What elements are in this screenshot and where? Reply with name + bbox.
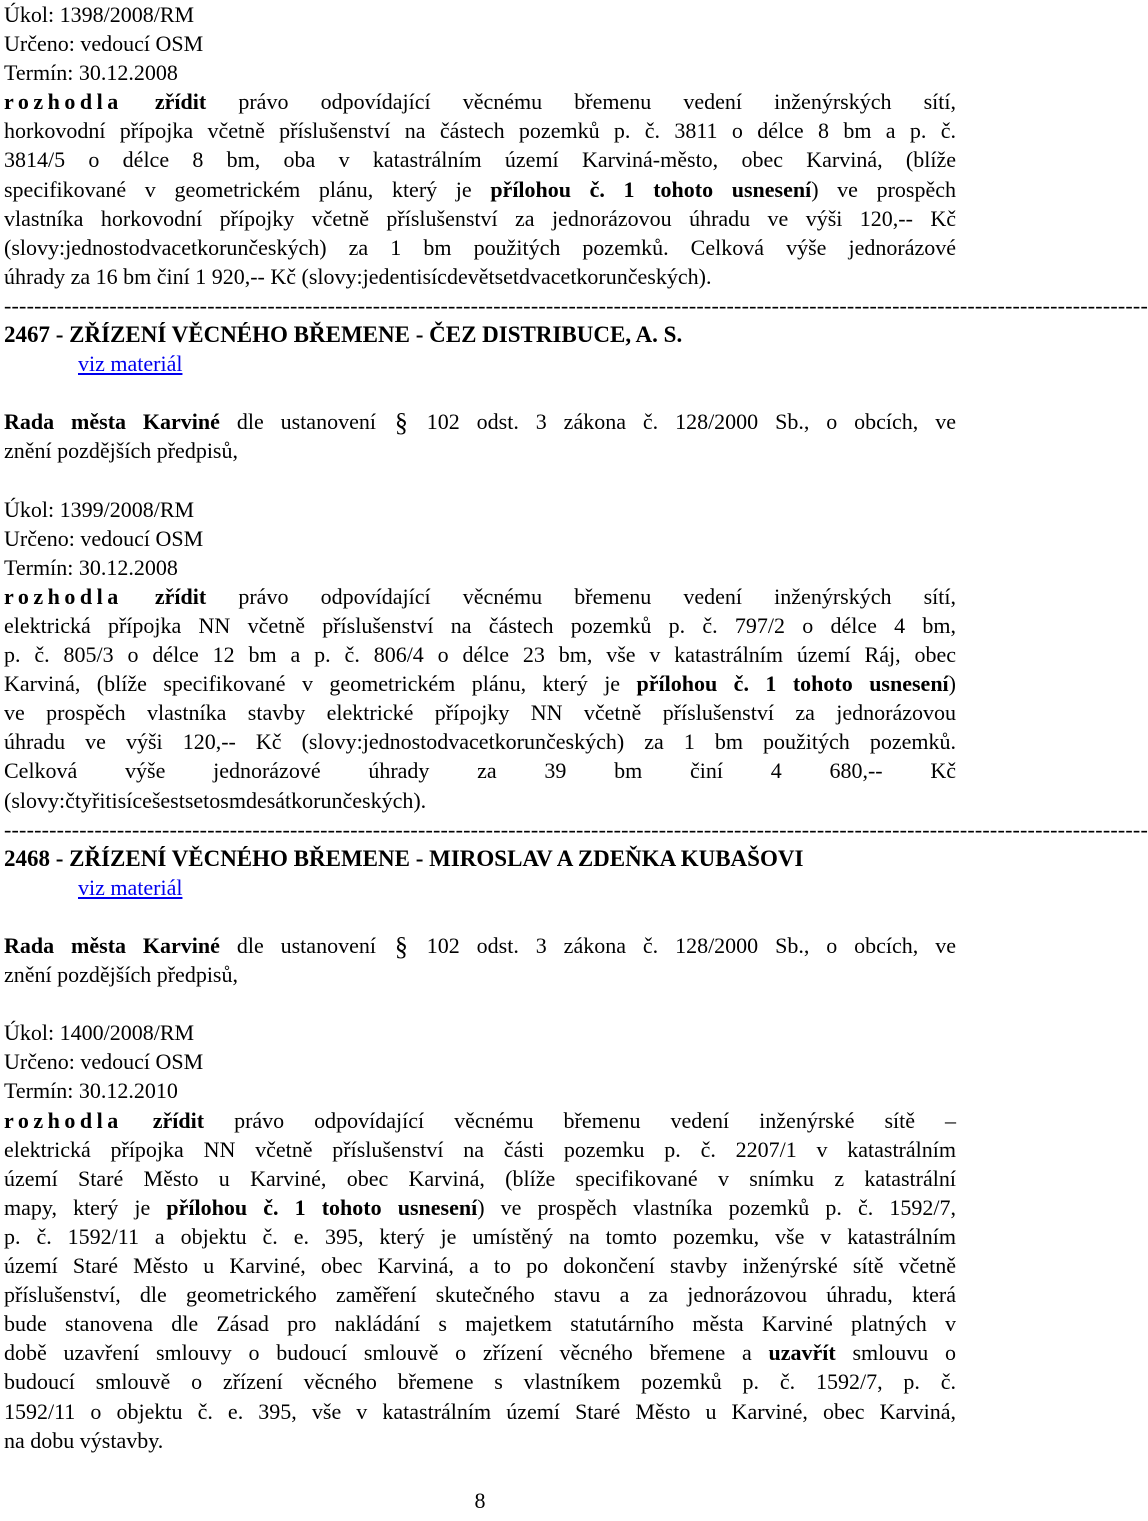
assigned-line: Určeno: vedoucí OSM xyxy=(4,525,204,551)
page-number: 8 xyxy=(474,1488,486,1513)
resolution-text-line: elektrická přípojka NN včetně příslušenství na části pozemku p. č. 2207/1 v katastrálním xyxy=(4,1136,956,1162)
text-fragment: právo odpovídající věcnému břemenu vedení inženýrské sítě – xyxy=(234,1107,957,1133)
resolution-text-line xyxy=(4,669,956,698)
resolution-text-line: horkovodní přípojka včetně příslušenství na částech pozemků p. č. 3811 o délce 8 bm a p. č. xyxy=(4,118,956,144)
attachment-reference: přílohou č. 1 tohoto usnesení xyxy=(636,671,949,697)
section-sign: § xyxy=(394,408,408,438)
text-fragment: 102 odst. 3 zákona č. 128/2000 Sb., o obcích, ve xyxy=(409,933,956,958)
resolution-text-line xyxy=(4,175,956,204)
spacer xyxy=(4,989,956,1018)
council-name: Rada města Karviné xyxy=(4,409,220,435)
deadline-line: Termín: 30.12.2010 xyxy=(4,1078,178,1104)
resolution-text-line: budoucí smlouvě o zřízení věcného břemene s vlastníkem pozemků p. č. 1592/7, p. č. xyxy=(4,1369,956,1395)
council-line: znění pozdějších předpisů, xyxy=(4,438,238,464)
decides-label: rozhodla xyxy=(4,89,123,115)
council-line: znění pozdějších předpisů, xyxy=(4,962,238,988)
council-name: Rada města Karviné xyxy=(4,933,220,958)
assigned-line: Určeno: vedoucí OSM xyxy=(4,1049,204,1075)
conclude-verb: uzavřít xyxy=(768,1340,836,1366)
resolution-text-line: (slovy:čtyřitisícešestsetosmdesátkorunčeských). xyxy=(4,787,427,813)
separator-line: -------------------------------------------------------------------------------------------------------------------------------------------------------- xyxy=(4,292,1148,318)
text-fragment: době uzavření smlouvy o budoucí smlouvě o zřízení věcného břemene a xyxy=(4,1340,769,1366)
text-fragment: smlouvu o xyxy=(835,1340,956,1366)
attachment-reference: přílohou č. 1 tohoto usnesení xyxy=(490,176,812,202)
resolution-text-line: elektrická přípojka NN včetně příslušenství na částech pozemků p. č. 797/2 o délce 4 bm, xyxy=(4,612,956,638)
resolution-text-line: (slovy:jednostodvacetkorunčeských) za 1 bm použitých pozemků. Celková výše jednorázové xyxy=(4,234,956,260)
resolution-text-line xyxy=(4,1106,956,1135)
council-line xyxy=(4,931,956,960)
attachment-reference: přílohou č. 1 tohoto usnesení xyxy=(166,1194,478,1220)
resolution-text-line: úhradu ve výši 120,-- Kč (slovy:jednostodvacetkorunčeských) za 1 bm použitých pozemků. xyxy=(4,729,956,755)
text-fragment: dle ustanovení xyxy=(219,409,393,435)
material-link[interactable]: viz materiál xyxy=(78,351,183,377)
council-line xyxy=(4,407,956,436)
task-line: Úkol: 1398/2008/RM xyxy=(4,2,195,27)
item-heading: 2468 - ZŘÍZENÍ VĚCNÉHO BŘEMENE - MIROSLAV A ZDEŇKA KUBAŠOVI xyxy=(4,845,804,871)
resolution-1398 xyxy=(4,0,956,291)
resolution-verb: zřídit xyxy=(152,1107,205,1133)
text-fragment: právo odpovídající věcnému břemenu vedení inženýrských sítí, xyxy=(238,583,957,609)
separator-line: -------------------------------------------------------------------------------------------------------------------------------------------------------- xyxy=(4,816,1148,842)
text-fragment: ) xyxy=(948,671,956,697)
resolution-text-line: 1592/11 o objektu č. e. 395, vše v katastrálním území Staré Město u Karviné, obec Karviná, xyxy=(4,1398,956,1424)
assigned-line: Určeno: vedoucí OSM xyxy=(4,31,204,57)
text-fragment: ) ve prospěch xyxy=(811,176,956,202)
resolution-text-line: p. č. 1592/11 a objektu č. e. 395, který je umístěný na tomto pozemku, vše v katastrálním xyxy=(4,1223,956,1249)
spacer xyxy=(4,378,956,407)
resolution-text-line: p. č. 805/3 o délce 12 bm a p. č. 806/4 o délce 23 bm, vše v katastrálním území Ráj, obec xyxy=(4,642,956,668)
section-sign: § xyxy=(394,932,408,961)
document-page xyxy=(4,0,1148,1513)
resolution-verb: zřídit xyxy=(154,89,207,115)
resolution-verb: zřídit xyxy=(154,583,207,609)
agenda-item-2468 xyxy=(4,844,956,1455)
text-fragment: právo odpovídající věcnému břemenu vedení inženýrských sítí, xyxy=(238,89,957,115)
decides-label: rozhodla xyxy=(4,1107,123,1133)
resolution-text-line xyxy=(4,1338,956,1367)
resolution-text-line xyxy=(4,1193,956,1222)
material-link[interactable]: viz materiál xyxy=(78,874,183,900)
resolution-text-line xyxy=(4,582,956,611)
spacer xyxy=(4,902,956,931)
resolution-text-line: úhrady za 16 bm činí 1 920,-- Kč (slovy:jedentisícdevětsetdvacetkorunčeských). xyxy=(4,263,712,289)
text-fragment: specifikované v geometrickém plánu, který je xyxy=(4,176,491,202)
resolution-text-line: území Staré Město u Karviné, obec Karviná, (blíže specifikované v snímku z katastrální xyxy=(4,1165,956,1191)
spacer xyxy=(4,466,956,495)
resolution-text-line xyxy=(4,87,956,116)
decides-label: rozhodla xyxy=(4,583,123,609)
deadline-line: Termín: 30.12.2008 xyxy=(4,60,178,86)
agenda-item-2467 xyxy=(4,320,956,815)
deadline-line: Termín: 30.12.2008 xyxy=(4,554,178,580)
resolution-text-line: bude stanovena dle Zásad pro nakládání s majetkem statutárního města Karviné platných v xyxy=(4,1311,956,1337)
text-fragment: ) ve prospěch vlastníka pozemků p. č. 1592/7, xyxy=(477,1194,956,1220)
resolution-text-line: 3814/5 o délce 8 bm, oba v katastrálním území Karviná-město, obec Karviná, (blíže xyxy=(4,147,956,173)
resolution-text-line: na dobu výstavby. xyxy=(4,1427,164,1453)
text-fragment: 102 odst. 3 zákona č. 128/2000 Sb., o obcích, ve xyxy=(409,409,956,435)
resolution-text-line: vlastníka horkovodní přípojky včetně příslušenství za jednorázovou úhradu ve výši 120,-- Kč xyxy=(4,205,956,231)
task-line: Úkol: 1400/2008/RM xyxy=(4,1020,195,1046)
item-heading: 2467 - ZŘÍZENÍ VĚCNÉHO BŘEMENE - ČEZ DISTRIBUCE, A. S. xyxy=(4,322,683,348)
task-line: Úkol: 1399/2008/RM xyxy=(4,496,195,522)
text-fragment: dle ustanovení xyxy=(219,933,393,958)
resolution-text-line: Celková výše jednorázové úhrady za 39 bm činí 4 680,-- Kč xyxy=(4,758,956,784)
text-fragment: Karviná, (blíže specifikované v geometrickém plánu, který je xyxy=(4,671,637,697)
resolution-text-line: ve prospěch vlastníka stavby elektrické přípojky NN včetně příslušenství za jednorázovou xyxy=(4,700,956,726)
resolution-text-line: území Staré Město u Karviné, obec Karviná, a to po dokončení stavby inženýrské sítě včetně xyxy=(4,1253,956,1279)
text-fragment: mapy, který je xyxy=(4,1194,167,1220)
resolution-text-line: příslušenství, dle geometrického zaměření skutečného stavu a za jednorázovou úhradu, která xyxy=(4,1282,956,1308)
